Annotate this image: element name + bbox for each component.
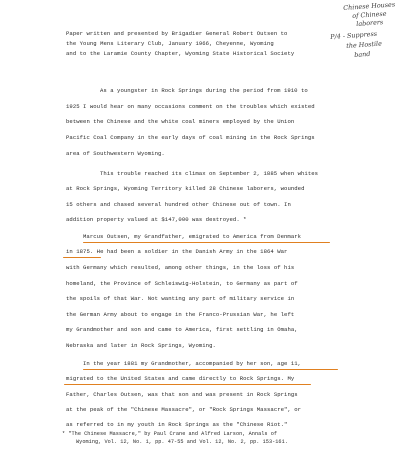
body-line: addition property valued at $147,000 was destroyed. * bbox=[66, 216, 247, 223]
body-line: This trouble reached its climax on September 2, 1885 when whites bbox=[100, 170, 319, 177]
body-line: with Germany which resulted, among other things, in the loss of his bbox=[66, 264, 295, 271]
body-line: at the peak of the "Chinese Massacre", or "Rock Springs Massacre", or bbox=[66, 406, 302, 413]
body-line: as referred to in my youth in Rock Springs as the "Chinese Riot." bbox=[66, 421, 288, 428]
body-line: As a youngster in Rock Springs during the period from 1910 to bbox=[100, 87, 308, 94]
handwritten-note: laborers bbox=[356, 18, 384, 28]
footnote-line: * "The Chinese Massacre," by Paul Crane and Alfred Larson, Annals of bbox=[62, 431, 278, 437]
body-line: in 1875. He had been a soldier in the Danish Army in the 1864 War bbox=[66, 248, 288, 255]
highlight-underline bbox=[64, 384, 311, 385]
body-line: Pacific Coal Company in the early days of coal mining in the Rock Springs bbox=[66, 134, 315, 141]
body-line: 15 others and chased several hundred other Chinese out of town. In bbox=[66, 201, 291, 208]
handwritten-note: P/4 - Suppress bbox=[330, 29, 378, 41]
highlight-underline bbox=[63, 257, 101, 258]
body-line: my Grandmother and son and came to America, first settling in Omaha, bbox=[66, 326, 298, 333]
header-line: Paper written and presented by Brigadier General Robert Outsen to bbox=[66, 30, 288, 37]
handwritten-note: the Hostile bbox=[346, 39, 383, 50]
body-line: area of Southwestern Wyoming. bbox=[66, 150, 165, 157]
highlight-underline bbox=[83, 242, 330, 243]
body-line: the spoils of that War. Not wanting any part of military service in bbox=[66, 295, 295, 302]
handwritten-note: band bbox=[354, 49, 371, 59]
body-line: between the Chinese and the white coal miners employed by the Union bbox=[66, 118, 295, 125]
body-line: Nebraska and later in Rock Springs, Wyoming. bbox=[66, 342, 216, 349]
footnote-line: Wyoming, Vol. 12, No. 1, pp. 47-55 and Vol. 12, No. 2, pp. 153-161. bbox=[76, 439, 288, 445]
body-line: Father, Charles Outsen, was that son and was present in Rock Springs bbox=[66, 391, 298, 398]
body-line: In the year 1881 my Grandmother, accompanied by her son, age 11, bbox=[83, 360, 302, 367]
header-line: the Young Mens Literary Club, January 1966, Cheyenne, Wyoming bbox=[66, 40, 274, 47]
highlight-underline bbox=[83, 369, 338, 370]
header-line: and to the Laramie County Chapter, Wyoming State Historical Society bbox=[66, 50, 295, 57]
body-line: homeland, the Province of Schleiswig-Holstein, to Germany as part of bbox=[66, 280, 298, 287]
handwritten-note: of Chinese bbox=[352, 9, 387, 20]
body-line: 1925 I would hear on many occasions comment on the troubles which existed bbox=[66, 103, 315, 110]
body-line: the German Army about to engage in the Franco-Prussian War, he left bbox=[66, 311, 295, 318]
body-line: Marcus Outsen, my Grandfather, emigrated to America from Denmark bbox=[83, 233, 302, 240]
body-line: at Rock Springs, Wyoming Territory killed 28 Chinese laborers, wounded bbox=[66, 185, 305, 192]
handwritten-note: Chinese Houses bbox=[343, 0, 396, 12]
body-line: migrated to the United States and came directly to Rock Springs. My bbox=[66, 375, 295, 382]
